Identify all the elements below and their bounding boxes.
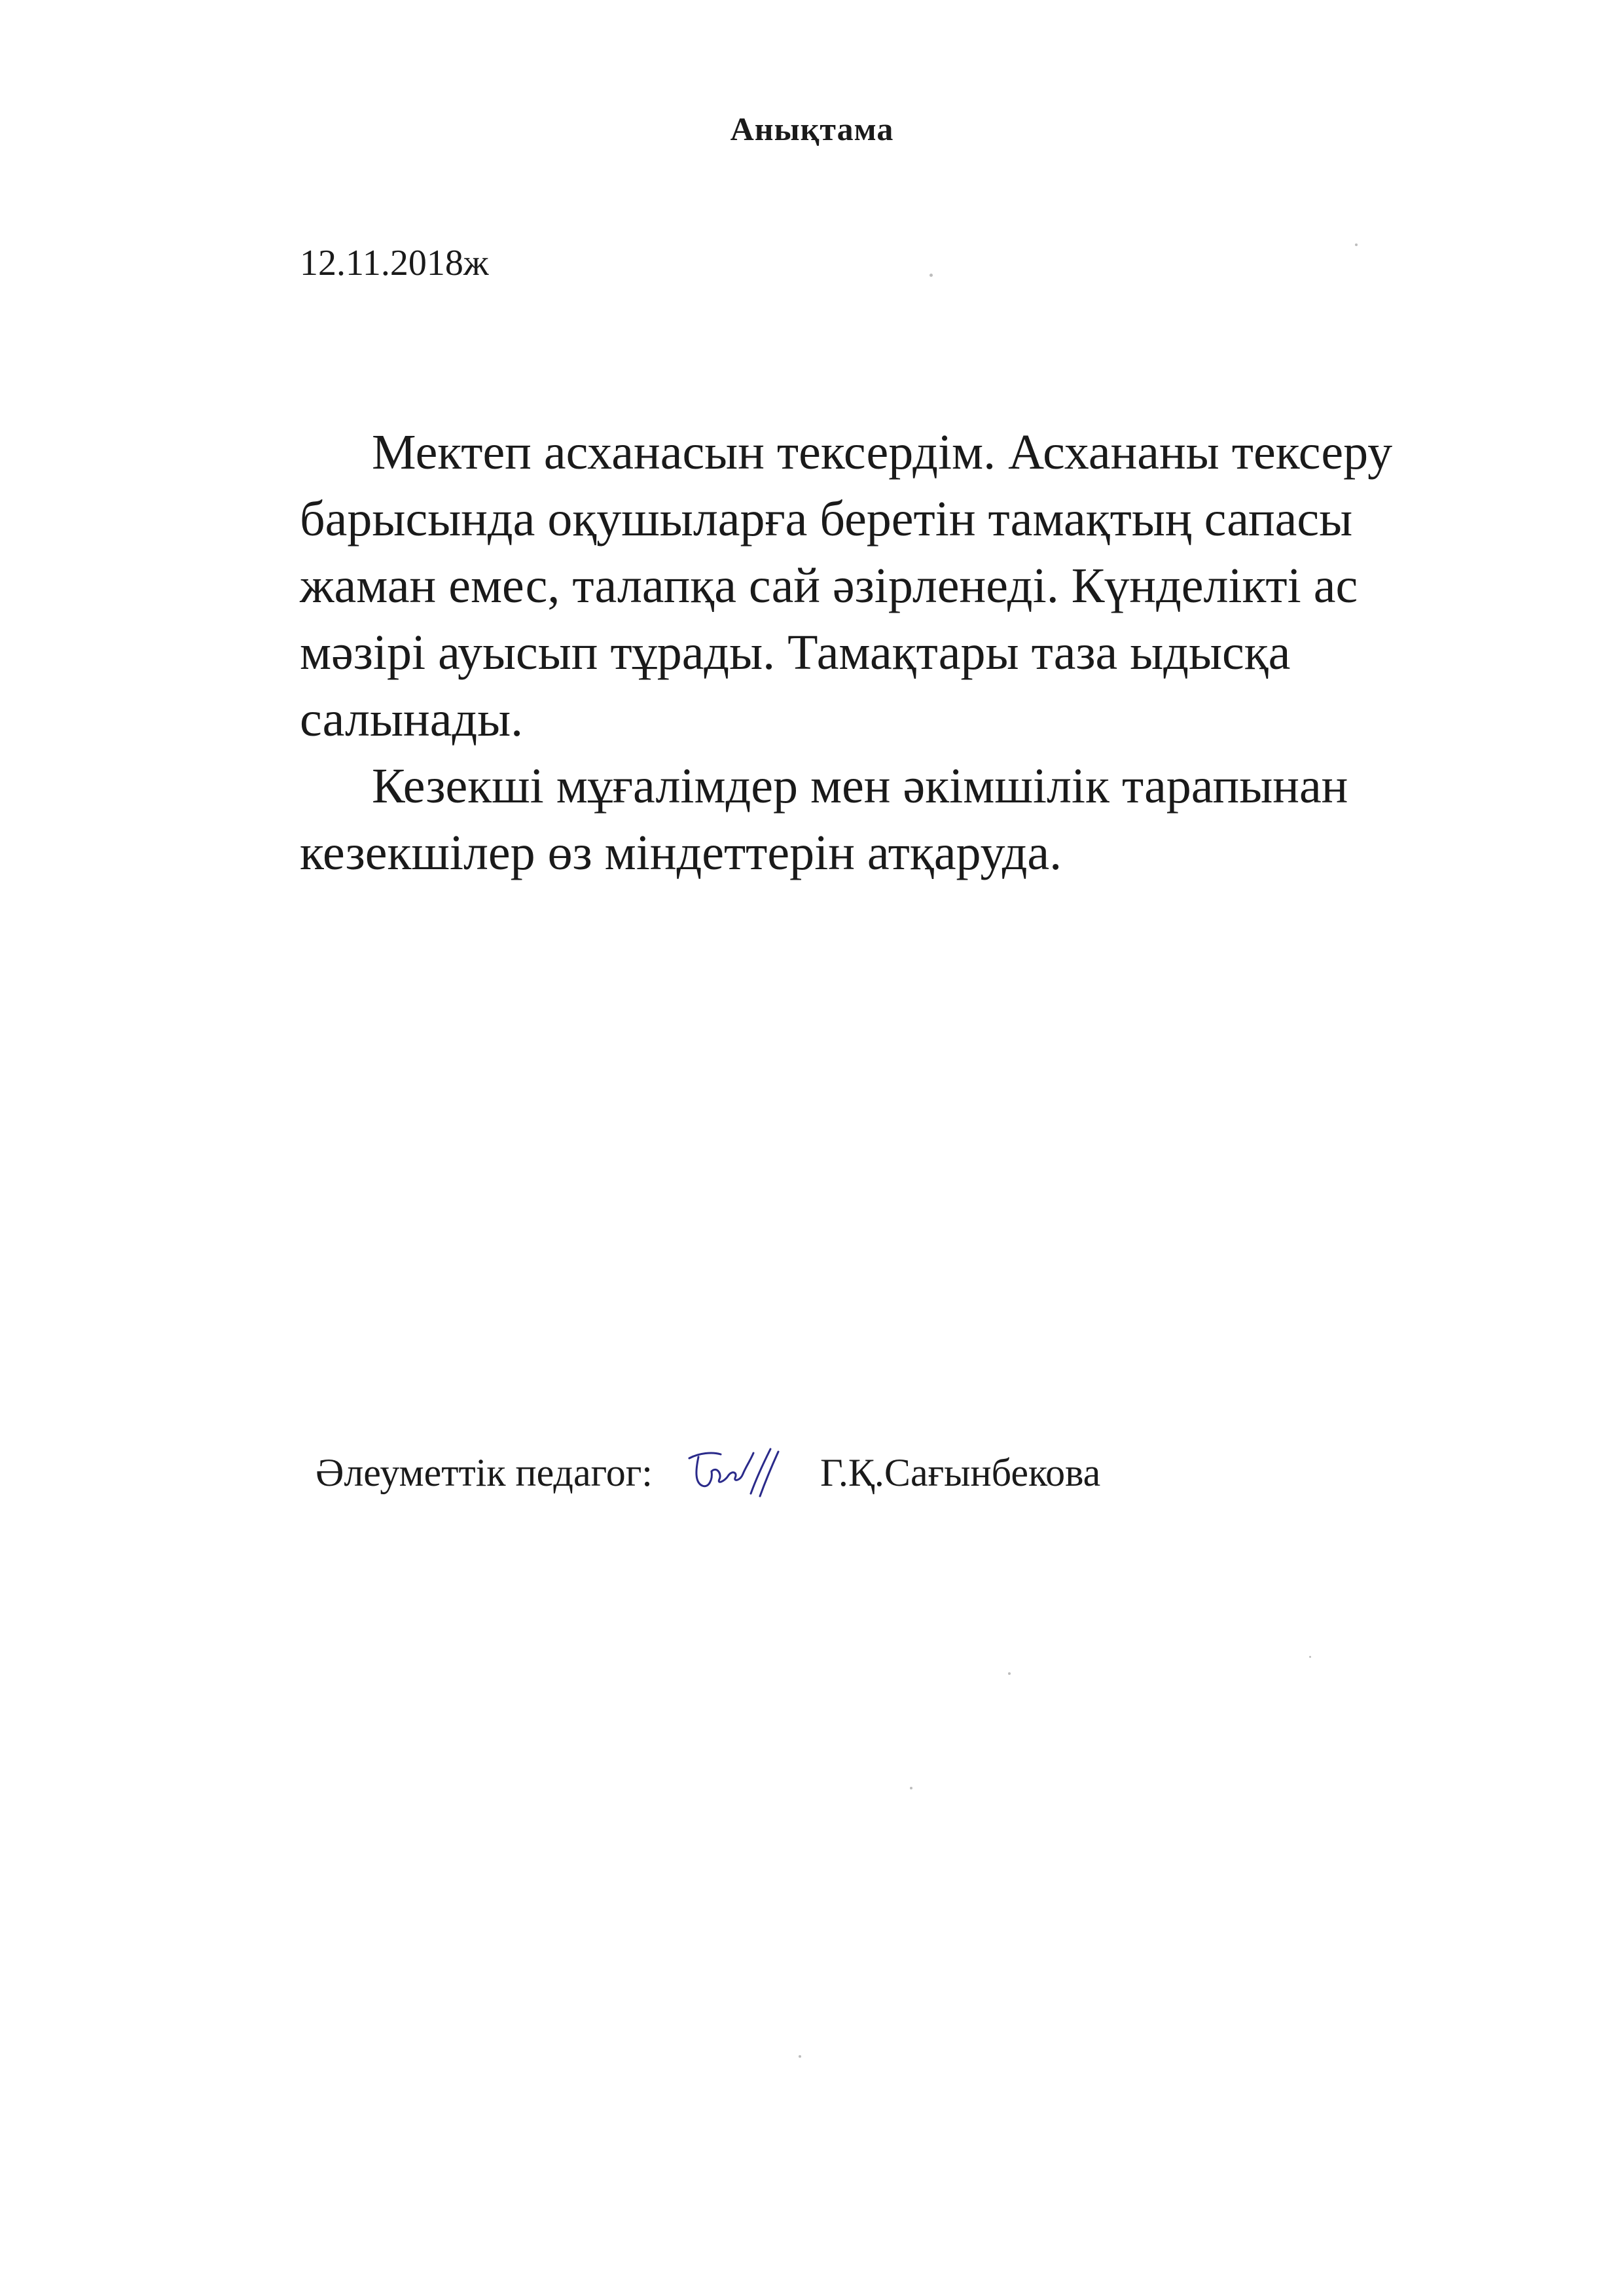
text-line: салынады. [300, 692, 524, 747]
signature-block [316, 1433, 1100, 1512]
scan-speck [929, 274, 933, 277]
document-title: Анықтама [730, 111, 894, 147]
signer-position: Әлеуметтік педагог: [316, 1450, 653, 1494]
signer-name: Г.Қ.Сағынбекова [820, 1450, 1101, 1494]
paragraph-duty [300, 753, 1543, 886]
text-line: Кезекші мұғалімдер мен әкімшілік тарапынан [372, 759, 1348, 814]
document-body [300, 419, 1543, 886]
text-line: кезекшілер өз міндеттерін атқаруда. [300, 825, 1062, 880]
text-line: жаман емес, талапқа сай әзірленеді. Күнделікті ас [300, 558, 1358, 613]
scan-speck [1355, 243, 1358, 246]
text-line: мәзірі ауысып тұрады. Тамақтары таза ыдысқа [300, 625, 1291, 680]
handwritten-signature-icon [683, 1433, 787, 1512]
scan-speck [910, 1787, 912, 1789]
scan-speck [1309, 1656, 1311, 1658]
scan-speck [1008, 1672, 1011, 1675]
paragraph-inspection [300, 419, 1543, 753]
text-line: барысында оқушыларға беретін тамақтың сапасы [300, 492, 1353, 547]
document-date: 12.11.2018ж [300, 243, 489, 283]
scan-speck [799, 2055, 801, 2058]
text-line: Мектеп асханасын тексердім. Асхананы тексеру [372, 425, 1393, 480]
